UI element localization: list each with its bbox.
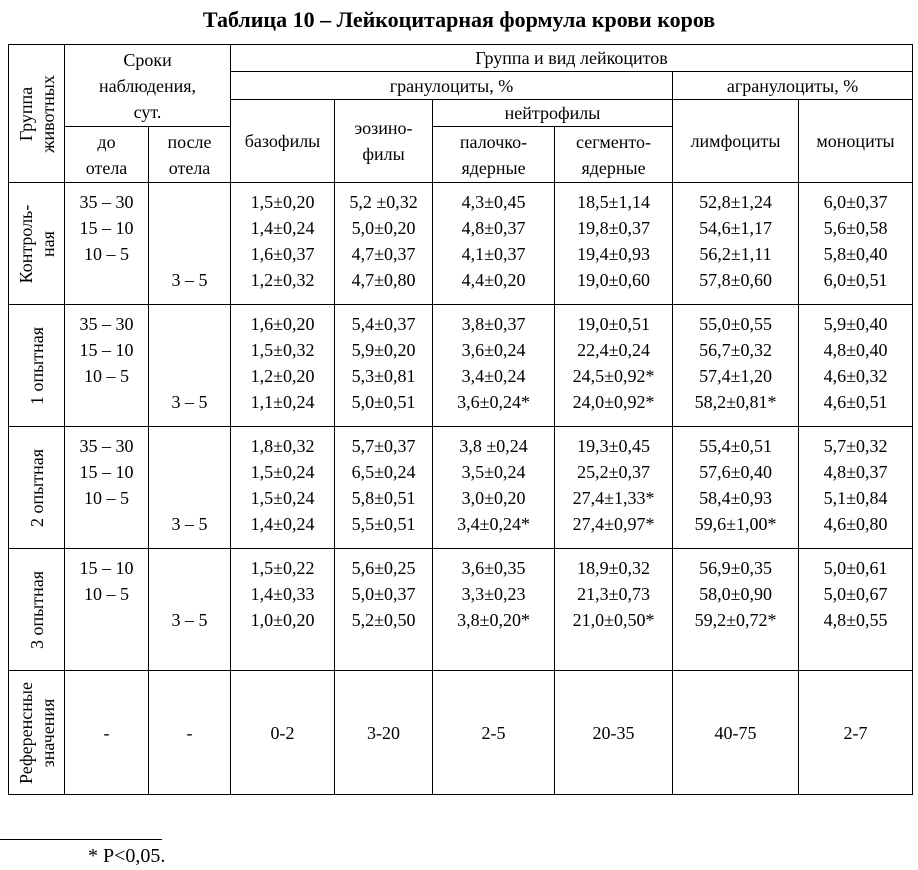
cell-value: 1,5±0,22 bbox=[250, 558, 315, 578]
cell-value: 56,7±0,32 bbox=[699, 340, 772, 360]
cell-band bbox=[433, 549, 555, 671]
cell-value: 1,5±0,24 bbox=[250, 462, 315, 482]
reference-segmented: 20-35 bbox=[555, 671, 673, 795]
cell-value: 56,9±0,35 bbox=[699, 558, 772, 578]
groups-body bbox=[9, 183, 913, 671]
cell-value: 57,8±0,60 bbox=[699, 270, 772, 290]
cell-value: 15 – 10 bbox=[79, 558, 134, 578]
cell-value: 4,6±0,80 bbox=[823, 514, 888, 534]
cell-eosinophils bbox=[335, 183, 433, 305]
cell-value bbox=[149, 215, 230, 241]
cell-value: 5,7±0,37 bbox=[351, 436, 416, 456]
cell-value: 3 – 5 bbox=[171, 270, 208, 290]
cell-value: 1,5±0,32 bbox=[250, 340, 315, 360]
cell-value: 3,8 ±0,24 bbox=[459, 436, 528, 456]
cell-value bbox=[65, 607, 148, 633]
cell-band bbox=[433, 183, 555, 305]
cell-value: 5,0±0,51 bbox=[351, 392, 416, 412]
cell-value: 1,4±0,33 bbox=[250, 584, 315, 604]
cell-value: 3,6±0,24* bbox=[457, 392, 530, 412]
group-name: 3 опытная bbox=[9, 549, 65, 671]
cell-value: 52,8±1,24 bbox=[699, 192, 772, 212]
cell-value: 3 – 5 bbox=[171, 610, 208, 630]
cell-segmented bbox=[555, 549, 673, 671]
cell-value: 1,8±0,32 bbox=[250, 436, 315, 456]
header-before-calving: до отела bbox=[65, 127, 149, 183]
cell-band bbox=[433, 305, 555, 427]
cell-value: 5,0±0,67 bbox=[823, 584, 888, 604]
cell-lymphocytes bbox=[673, 427, 799, 549]
cell-value: 18,5±1,14 bbox=[577, 192, 650, 212]
cell-value: 35 – 30 bbox=[79, 314, 134, 334]
header-group-and-type: Группа и вид лейкоцитов bbox=[231, 45, 913, 72]
reference-basophils: 0-2 bbox=[231, 671, 335, 795]
cell-value: 18,9±0,32 bbox=[577, 558, 650, 578]
cell-value: 1,1±0,24 bbox=[250, 392, 315, 412]
cell-value: 35 – 30 bbox=[79, 436, 134, 456]
cell-after bbox=[149, 549, 231, 671]
cell-value: 22,4±0,24 bbox=[577, 340, 650, 360]
reference-lymphocytes: 40-75 bbox=[673, 671, 799, 795]
cell-value: 6,0±0,51 bbox=[823, 270, 888, 290]
leukocyte-table bbox=[8, 44, 913, 795]
cell-value: 57,4±1,20 bbox=[699, 366, 772, 386]
cell-value: 58,4±0,93 bbox=[699, 488, 772, 508]
cell-value: 15 – 10 bbox=[79, 462, 134, 482]
cell-value: 3,0±0,20 bbox=[461, 488, 526, 508]
header-eosinophils: эозино- филы bbox=[335, 100, 433, 183]
cell-eosinophils bbox=[335, 305, 433, 427]
cell-value: 3,8±0,20* bbox=[457, 610, 530, 630]
cell-value: 5,4±0,37 bbox=[351, 314, 416, 334]
cell-value: 21,0±0,50* bbox=[572, 610, 655, 630]
header-lymphocytes: лимфоциты bbox=[673, 100, 799, 183]
footnote: * P<0,05. bbox=[88, 845, 166, 867]
cell-before bbox=[65, 427, 149, 549]
cell-basophils bbox=[231, 549, 335, 671]
cell-lymphocytes bbox=[673, 549, 799, 671]
cell-value: 4,7±0,80 bbox=[351, 270, 416, 290]
cell-value: 5,7±0,32 bbox=[823, 436, 888, 456]
cell-value: 5,3±0,81 bbox=[351, 366, 416, 386]
cell-value: 19,0±0,51 bbox=[577, 314, 650, 334]
cell-value: 59,6±1,00* bbox=[694, 514, 777, 534]
cell-value: 19,8±0,37 bbox=[577, 218, 650, 238]
cell-value: 5,0±0,37 bbox=[351, 584, 416, 604]
cell-value: 1,2±0,20 bbox=[250, 366, 315, 386]
cell-segmented bbox=[555, 183, 673, 305]
cell-value bbox=[149, 433, 230, 459]
cell-value: 4,7±0,37 bbox=[351, 244, 416, 264]
cell-value: 10 – 5 bbox=[84, 584, 129, 604]
group-row bbox=[9, 183, 913, 305]
cell-value: 4,3±0,45 bbox=[461, 192, 526, 212]
group-row bbox=[9, 427, 913, 549]
reference-label: Референсные значения bbox=[9, 671, 65, 795]
cell-basophils bbox=[231, 183, 335, 305]
group-name: Контроль- ная bbox=[9, 183, 65, 305]
cell-value: 19,0±0,60 bbox=[577, 270, 650, 290]
cell-value: 4,8±0,40 bbox=[823, 340, 888, 360]
cell-value: 3,8±0,37 bbox=[461, 314, 526, 334]
group-name: 1 опытная bbox=[9, 305, 65, 427]
cell-value: 24,0±0,92* bbox=[572, 392, 655, 412]
cell-value: 59,2±0,72* bbox=[694, 610, 777, 630]
cell-value bbox=[149, 581, 230, 607]
cell-value bbox=[149, 555, 230, 581]
cell-value: 27,4±1,33* bbox=[572, 488, 655, 508]
cell-value: 57,6±0,40 bbox=[699, 462, 772, 482]
header-group-animals: Группа животных bbox=[9, 45, 65, 183]
cell-value: 55,0±0,55 bbox=[699, 314, 772, 334]
cell-value: 24,5±0,92* bbox=[572, 366, 655, 386]
cell-value: 19,3±0,45 bbox=[577, 436, 650, 456]
cell-value: 4,1±0,37 bbox=[461, 244, 526, 264]
cell-monocytes bbox=[799, 549, 913, 671]
cell-lymphocytes bbox=[673, 183, 799, 305]
cell-eosinophils bbox=[335, 549, 433, 671]
cell-value: 56,2±1,11 bbox=[699, 244, 772, 264]
cell-value: 1,5±0,20 bbox=[250, 192, 315, 212]
cell-after bbox=[149, 305, 231, 427]
footnote-divider bbox=[0, 839, 162, 840]
cell-value: 1,6±0,20 bbox=[250, 314, 315, 334]
cell-value: 1,6±0,37 bbox=[250, 244, 315, 264]
cell-value: 1,4±0,24 bbox=[250, 514, 315, 534]
header-neutrophils: нейтрофилы bbox=[433, 100, 673, 127]
cell-value: 1,0±0,20 bbox=[250, 610, 315, 630]
cell-value: 3,6±0,24 bbox=[461, 340, 526, 360]
cell-value: 3,3±0,23 bbox=[461, 584, 526, 604]
cell-value: 5,5±0,51 bbox=[351, 514, 416, 534]
cell-value: 35 – 30 bbox=[79, 192, 134, 212]
header-monocytes: моноциты bbox=[799, 100, 913, 183]
cell-basophils bbox=[231, 305, 335, 427]
cell-value bbox=[65, 511, 148, 537]
cell-value bbox=[149, 485, 230, 511]
cell-value: 5,0±0,20 bbox=[351, 218, 416, 238]
cell-value: 5,8±0,40 bbox=[823, 244, 888, 264]
reference-monocytes: 2-7 bbox=[799, 671, 913, 795]
cell-value: 5,9±0,20 bbox=[351, 340, 416, 360]
cell-before bbox=[65, 549, 149, 671]
cell-value: 3 – 5 bbox=[171, 514, 208, 534]
cell-value: 4,8±0,55 bbox=[823, 610, 888, 630]
cell-value bbox=[149, 459, 230, 485]
reference-before: - bbox=[65, 671, 149, 795]
cell-value: 3,6±0,35 bbox=[461, 558, 526, 578]
header-basophils: базофилы bbox=[231, 100, 335, 183]
cell-value: 5,1±0,84 bbox=[823, 488, 888, 508]
cell-value: 3,4±0,24* bbox=[457, 514, 530, 534]
cell-value: 19,4±0,93 bbox=[577, 244, 650, 264]
header-after-calving: после отела bbox=[149, 127, 231, 183]
cell-eosinophils bbox=[335, 427, 433, 549]
reference-band: 2-5 bbox=[433, 671, 555, 795]
cell-value: 5,6±0,58 bbox=[823, 218, 888, 238]
cell-value: 5,2 ±0,32 bbox=[349, 192, 418, 212]
cell-monocytes bbox=[799, 427, 913, 549]
cell-value: 4,8±0,37 bbox=[823, 462, 888, 482]
cell-value: 55,4±0,51 bbox=[699, 436, 772, 456]
cell-basophils bbox=[231, 427, 335, 549]
cell-value: 25,2±0,37 bbox=[577, 462, 650, 482]
cell-value: 1,4±0,24 bbox=[250, 218, 315, 238]
cell-value: 5,2±0,50 bbox=[351, 610, 416, 630]
cell-segmented bbox=[555, 305, 673, 427]
cell-value bbox=[65, 389, 148, 415]
cell-value: 15 – 10 bbox=[79, 218, 134, 238]
header-segmented: сегменто- ядерные bbox=[555, 127, 673, 183]
cell-value: 1,5±0,24 bbox=[250, 488, 315, 508]
cell-value bbox=[149, 311, 230, 337]
cell-value: 58,2±0,81* bbox=[694, 392, 777, 412]
cell-monocytes bbox=[799, 183, 913, 305]
cell-value: 27,4±0,97* bbox=[572, 514, 655, 534]
cell-after bbox=[149, 183, 231, 305]
cell-segmented bbox=[555, 427, 673, 549]
cell-value: 5,6±0,25 bbox=[351, 558, 416, 578]
cell-value: 3 – 5 bbox=[171, 392, 208, 412]
cell-value: 4,6±0,51 bbox=[823, 392, 888, 412]
cell-lymphocytes bbox=[673, 305, 799, 427]
cell-value: 10 – 5 bbox=[84, 244, 129, 264]
cell-value: 4,4±0,20 bbox=[461, 270, 526, 290]
cell-after bbox=[149, 427, 231, 549]
cell-value: 6,0±0,37 bbox=[823, 192, 888, 212]
cell-value: 21,3±0,73 bbox=[577, 584, 650, 604]
cell-value: 3,5±0,24 bbox=[461, 462, 526, 482]
cell-before bbox=[65, 183, 149, 305]
cell-value: 3,4±0,24 bbox=[461, 366, 526, 386]
cell-value bbox=[149, 337, 230, 363]
cell-value: 6,5±0,24 bbox=[351, 462, 416, 482]
cell-before bbox=[65, 305, 149, 427]
cell-value: 1,2±0,32 bbox=[250, 270, 315, 290]
cell-value: 5,0±0,61 bbox=[823, 558, 888, 578]
reference-eosinophils: 3-20 bbox=[335, 671, 433, 795]
header-observation-period: Сроки наблюдения, сут. bbox=[65, 45, 231, 127]
cell-monocytes bbox=[799, 305, 913, 427]
cell-value: 4,8±0,37 bbox=[461, 218, 526, 238]
header-granulocytes: гранулоциты, % bbox=[231, 72, 673, 100]
cell-value: 5,9±0,40 bbox=[823, 314, 888, 334]
cell-value bbox=[65, 267, 148, 293]
cell-band bbox=[433, 427, 555, 549]
group-row bbox=[9, 305, 913, 427]
cell-value: 5,8±0,51 bbox=[351, 488, 416, 508]
reference-after: - bbox=[149, 671, 231, 795]
cell-value bbox=[149, 189, 230, 215]
header-agranulocytes: агранулоциты, % bbox=[673, 72, 913, 100]
cell-value bbox=[149, 241, 230, 267]
cell-value: 54,6±1,17 bbox=[699, 218, 772, 238]
table-title: Таблица 10 – Лейкоцитарная формула крови коров bbox=[202, 7, 716, 32]
group-row bbox=[9, 549, 913, 671]
cell-value: 10 – 5 bbox=[84, 366, 129, 386]
cell-value: 58,0±0,90 bbox=[699, 584, 772, 604]
cell-value: 15 – 10 bbox=[79, 340, 134, 360]
cell-value: 4,6±0,32 bbox=[823, 366, 888, 386]
header-band: палочко- ядерные bbox=[433, 127, 555, 183]
cell-value bbox=[149, 363, 230, 389]
cell-value: 10 – 5 bbox=[84, 488, 129, 508]
reference-row bbox=[9, 671, 913, 795]
group-name: 2 опытная bbox=[9, 427, 65, 549]
